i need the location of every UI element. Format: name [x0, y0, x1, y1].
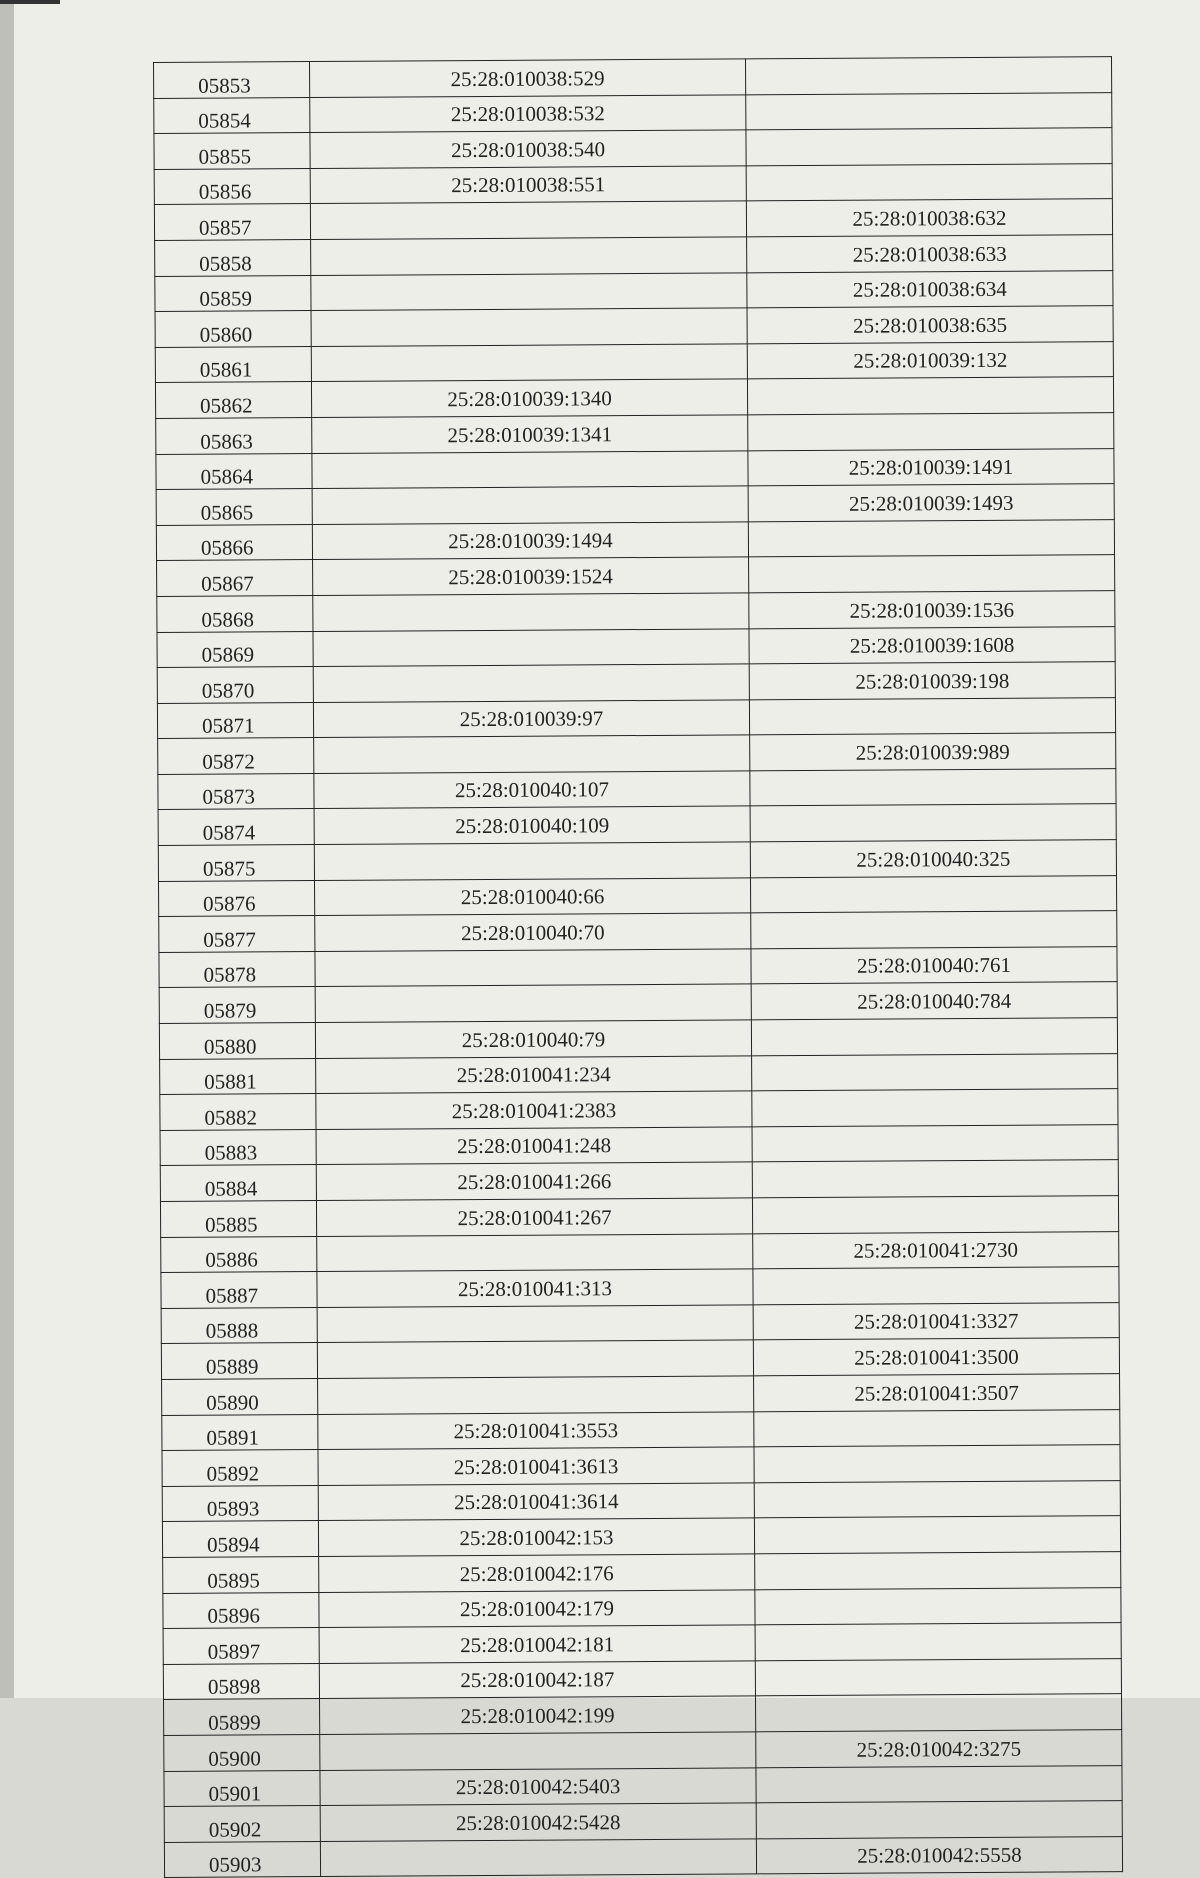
row-number-cell: 05861 — [155, 346, 311, 383]
table-row — [161, 1231, 1119, 1272]
row-number-cell: 05903 — [164, 1841, 320, 1878]
table-row — [164, 1765, 1122, 1806]
cadastral-number-cell-b — [754, 1480, 1120, 1518]
row-number-cell: 05857 — [154, 204, 310, 241]
cadastral-number-cell-a: 25:28:010042:153 — [318, 1518, 754, 1556]
table-row — [162, 1409, 1120, 1450]
table-row — [159, 875, 1117, 916]
table-row — [162, 1445, 1120, 1486]
row-number-cell: 05895 — [163, 1556, 319, 1593]
cadastral-number-cell-b: 25:28:010039:989 — [750, 733, 1116, 771]
cadastral-number-cell-b: 25:28:010040:325 — [750, 840, 1116, 878]
table-row — [160, 1196, 1118, 1237]
cadastral-number-cell-b: 25:28:010038:633 — [747, 235, 1113, 273]
cadastral-number-cell-b — [746, 163, 1112, 201]
table-row — [154, 57, 1112, 98]
table-row — [155, 306, 1113, 347]
cadastral-number-cell-a — [313, 664, 749, 702]
cadastral-number-cell-b — [752, 1089, 1118, 1127]
cadastral-number-cell-b: 25:28:010042:3275 — [756, 1730, 1122, 1768]
cadastral-number-cell-b: 25:28:010039:1493 — [748, 484, 1114, 522]
table-row — [156, 448, 1114, 489]
table-row — [156, 519, 1114, 560]
row-number-cell: 05875 — [158, 845, 314, 882]
page-edge-shadow — [0, 0, 14, 1698]
cadastral-number-cell-b: 25:28:010038:632 — [746, 199, 1112, 237]
cadastral-number-cell-b — [752, 1196, 1118, 1234]
row-number-cell: 05871 — [157, 702, 313, 739]
row-number-cell: 05881 — [160, 1058, 316, 1095]
cadastral-number-cell-b — [752, 1124, 1118, 1162]
table-body — [154, 57, 1123, 1878]
table-row — [163, 1658, 1121, 1699]
row-number-cell: 05853 — [154, 62, 310, 99]
cadastral-number-cell-a — [311, 237, 747, 275]
cadastral-number-cell-b: 25:28:010041:3500 — [753, 1338, 1119, 1376]
scan-artifact — [0, 0, 60, 4]
row-number-cell: 05891 — [162, 1414, 318, 1451]
cadastral-number-cell-b: 25:28:010041:3507 — [754, 1374, 1120, 1412]
row-number-cell: 05862 — [155, 382, 311, 419]
row-number-cell: 05894 — [162, 1521, 318, 1558]
cadastral-number-cell-a — [311, 344, 747, 382]
table-row — [154, 128, 1112, 169]
row-number-cell: 05892 — [162, 1450, 318, 1487]
table-row — [155, 341, 1113, 382]
cadastral-number-cell-a: 25:28:010041:2383 — [316, 1091, 752, 1129]
cadastral-number-cell-b: 25:28:010040:761 — [751, 946, 1117, 984]
cadastral-number-cell-b: 25:28:010039:1491 — [748, 448, 1114, 486]
table-row — [157, 697, 1115, 738]
cadastral-number-cell-a: 25:28:010040:107 — [314, 771, 750, 809]
table-row — [164, 1694, 1122, 1735]
row-number-cell: 05858 — [155, 240, 311, 277]
cadastral-number-cell-a — [312, 450, 748, 488]
cadastral-number-cell-b — [754, 1409, 1120, 1447]
cadastral-number-cell-a — [320, 1732, 756, 1770]
table-row — [161, 1267, 1119, 1308]
cadastral-number-cell-b — [745, 57, 1111, 95]
cadastral-number-cell-b — [746, 92, 1112, 130]
cadastral-number-cell-b — [752, 1160, 1118, 1198]
cadastral-number-cell-b — [756, 1765, 1122, 1803]
cadastral-number-cell-b — [752, 1053, 1118, 1091]
row-number-cell: 05884 — [160, 1165, 316, 1202]
row-number-cell: 05889 — [161, 1343, 317, 1380]
table-row — [156, 484, 1114, 525]
row-number-cell: 05873 — [158, 773, 314, 810]
cadastral-number-cell-b — [746, 128, 1112, 166]
cadastral-number-cell-a — [315, 984, 751, 1022]
cadastral-number-cell-b — [748, 413, 1114, 451]
cadastral-number-cell-a: 25:28:010038:540 — [310, 130, 746, 168]
row-number-cell: 05859 — [155, 275, 311, 312]
cadastral-number-cell-a: 25:28:010041:3614 — [318, 1483, 754, 1521]
cadastral-number-cell-a: 25:28:010039:97 — [313, 700, 749, 738]
cadastral-number-cell-b: 25:28:010039:132 — [747, 341, 1113, 379]
cadastral-number-cell-a — [314, 735, 750, 773]
table-row — [163, 1587, 1121, 1628]
table-row — [160, 1124, 1118, 1165]
table-row — [161, 1338, 1119, 1379]
cadastral-number-cell-b: 25:28:010042:5558 — [756, 1836, 1122, 1874]
cadastral-number-cell-b — [755, 1658, 1121, 1696]
cadastral-number-cell-b — [755, 1694, 1121, 1732]
table-row — [157, 591, 1115, 632]
cadastral-number-cell-a — [317, 1305, 753, 1343]
cadastral-number-cell-a — [315, 949, 751, 987]
table-row — [162, 1480, 1120, 1521]
row-number-cell: 05866 — [156, 524, 312, 561]
table-row — [157, 555, 1115, 596]
cadastral-number-cell-b: 25:28:010041:3327 — [753, 1302, 1119, 1340]
cadastral-number-cell-a: 25:28:010038:532 — [310, 94, 746, 132]
table-row — [164, 1730, 1122, 1771]
cadastral-number-cell-b — [747, 377, 1113, 415]
cadastral-number-cell-a — [314, 842, 750, 880]
row-number-cell: 05864 — [156, 453, 312, 490]
table-row — [159, 1018, 1117, 1059]
cadastral-number-cell-a: 25:28:010042:176 — [319, 1554, 755, 1592]
table-row — [154, 199, 1112, 240]
cadastral-number-cell-a: 25:28:010040:70 — [315, 913, 751, 951]
table-row — [164, 1836, 1122, 1877]
table-row — [163, 1552, 1121, 1593]
table-row — [158, 840, 1116, 881]
cadastral-number-cell-b: 25:28:010039:1608 — [749, 626, 1115, 664]
row-number-cell: 05898 — [163, 1663, 319, 1700]
cadastral-number-cell-b — [750, 875, 1116, 913]
row-number-cell: 05865 — [156, 489, 312, 526]
cadastral-number-cell-a: 25:28:010042:181 — [319, 1625, 755, 1663]
cadastral-number-cell-b: 25:28:010039:1536 — [749, 591, 1115, 629]
row-number-cell: 05900 — [164, 1734, 320, 1771]
cadastral-number-cell-b — [750, 804, 1116, 842]
table-row — [162, 1516, 1120, 1557]
table-row — [164, 1801, 1122, 1842]
table-row — [160, 1053, 1118, 1094]
row-number-cell: 05877 — [159, 916, 315, 953]
cadastral-number-cell-b — [749, 697, 1115, 735]
row-number-cell: 05855 — [154, 133, 310, 170]
row-number-cell: 05899 — [164, 1699, 320, 1736]
cadastral-number-cell-a: 25:28:010041:248 — [316, 1127, 752, 1165]
row-number-cell: 05888 — [161, 1307, 317, 1344]
cadastral-number-cell-a: 25:28:010041:266 — [316, 1162, 752, 1200]
table-row — [163, 1623, 1121, 1664]
cadastral-number-cell-a: 25:28:010042:5428 — [320, 1803, 756, 1841]
table-row — [159, 911, 1117, 952]
table-row — [158, 733, 1116, 774]
cadastral-number-cell-a — [318, 1376, 754, 1414]
cadastral-number-cell-a — [311, 272, 747, 310]
row-number-cell: 05867 — [157, 560, 313, 597]
table-row — [157, 626, 1115, 667]
table-row — [159, 946, 1117, 987]
cadastral-number-cell-a — [313, 593, 749, 631]
cadastral-number-cell-b — [754, 1516, 1120, 1554]
cadastral-number-cell-a: 25:28:010039:1494 — [312, 522, 748, 560]
row-number-cell: 05896 — [163, 1592, 319, 1629]
cadastral-number-cell-a: 25:28:010039:1341 — [312, 415, 748, 453]
cadastral-number-cell-b: 25:28:010041:2730 — [753, 1231, 1119, 1269]
row-number-cell: 05860 — [155, 311, 311, 348]
cadastral-number-cell-a — [317, 1233, 753, 1271]
cadastral-number-cell-b — [755, 1623, 1121, 1661]
row-number-cell: 05878 — [159, 951, 315, 988]
cadastral-number-cell-a: 25:28:010041:3553 — [318, 1411, 754, 1449]
row-number-cell: 05870 — [157, 667, 313, 704]
table-row — [155, 270, 1113, 311]
row-number-cell: 05879 — [159, 987, 315, 1024]
cadastral-number-cell-b — [756, 1801, 1122, 1839]
cadastral-number-cell-b: 25:28:010040:784 — [751, 982, 1117, 1020]
cadastral-number-cell-a: 25:28:010042:199 — [320, 1696, 756, 1734]
cadastral-number-cell-b — [755, 1552, 1121, 1590]
row-number-cell: 05893 — [162, 1485, 318, 1522]
row-number-cell: 05880 — [159, 1023, 315, 1060]
cadastral-number-cell-a: 25:28:010040:66 — [315, 878, 751, 916]
table-row — [159, 982, 1117, 1023]
table-row — [160, 1089, 1118, 1130]
cadastral-number-cell-b — [751, 1018, 1117, 1056]
cadastral-number-table — [153, 56, 1123, 1878]
table-row — [158, 804, 1116, 845]
table-row — [154, 92, 1112, 133]
cadastral-number-cell-a — [317, 1340, 753, 1378]
table-row — [154, 163, 1112, 204]
cadastral-number-cell-b: 25:28:010038:634 — [747, 270, 1113, 308]
cadastral-number-cell-b — [748, 519, 1114, 557]
table-row — [161, 1302, 1119, 1343]
cadastral-number-cell-a: 25:28:010039:1340 — [311, 379, 747, 417]
row-number-cell: 05868 — [157, 595, 313, 632]
row-number-cell: 05883 — [160, 1129, 316, 1166]
cadastral-number-cell-b — [750, 769, 1116, 807]
cadastral-number-cell-a: 25:28:010039:1524 — [313, 557, 749, 595]
cadastral-number-cell-a — [313, 628, 749, 666]
cadastral-number-cell-a: 25:28:010038:529 — [310, 59, 746, 97]
row-number-cell: 05885 — [160, 1201, 316, 1238]
cadastral-number-cell-a: 25:28:010038:551 — [310, 166, 746, 204]
row-number-cell: 05897 — [163, 1628, 319, 1665]
cadastral-number-cell-a — [310, 201, 746, 239]
cadastral-number-cell-b — [754, 1445, 1120, 1483]
cadastral-number-cell-a: 25:28:010041:267 — [316, 1198, 752, 1236]
cadastral-number-cell-a: 25:28:010042:179 — [319, 1589, 755, 1627]
table-row — [160, 1160, 1118, 1201]
cadastral-number-cell-b: 25:28:010039:198 — [749, 662, 1115, 700]
cadastral-number-cell-a: 25:28:010042:5403 — [320, 1767, 756, 1805]
row-number-cell: 05882 — [160, 1094, 316, 1131]
table-row — [155, 235, 1113, 276]
table-row — [162, 1374, 1120, 1415]
row-number-cell: 05887 — [161, 1272, 317, 1309]
row-number-cell: 05886 — [161, 1236, 317, 1273]
row-number-cell: 05901 — [164, 1770, 320, 1807]
row-number-cell: 05890 — [162, 1378, 318, 1415]
row-number-cell: 05854 — [154, 97, 310, 134]
cadastral-number-cell-a — [312, 486, 748, 524]
cadastral-number-cell-a — [311, 308, 747, 346]
row-number-cell: 05876 — [159, 880, 315, 917]
cadastral-number-cell-b: 25:28:010038:635 — [747, 306, 1113, 344]
cadastral-number-cell-b — [755, 1587, 1121, 1625]
row-number-cell: 05869 — [157, 631, 313, 668]
table-row — [155, 377, 1113, 418]
row-number-cell: 05856 — [154, 168, 310, 205]
cadastral-number-cell-a — [320, 1839, 756, 1877]
row-number-cell: 05863 — [156, 417, 312, 454]
cadastral-number-cell-a: 25:28:010041:234 — [316, 1055, 752, 1093]
table-row — [158, 769, 1116, 810]
table-row — [157, 662, 1115, 703]
cadastral-number-cell-a: 25:28:010040:109 — [314, 806, 750, 844]
row-number-cell: 05872 — [158, 738, 314, 775]
cadastral-number-cell-b — [751, 911, 1117, 949]
cadastral-number-cell-a: 25:28:010042:187 — [319, 1661, 755, 1699]
row-number-cell: 05874 — [158, 809, 314, 846]
cadastral-number-cell-a: 25:28:010041:313 — [317, 1269, 753, 1307]
table-row — [156, 413, 1114, 454]
cadastral-number-cell-a: 25:28:010041:3613 — [318, 1447, 754, 1485]
cadastral-number-cell-a: 25:28:010040:79 — [315, 1020, 751, 1058]
row-number-cell: 05902 — [164, 1806, 320, 1843]
cadastral-number-cell-b — [753, 1267, 1119, 1305]
cadastral-number-cell-b — [749, 555, 1115, 593]
